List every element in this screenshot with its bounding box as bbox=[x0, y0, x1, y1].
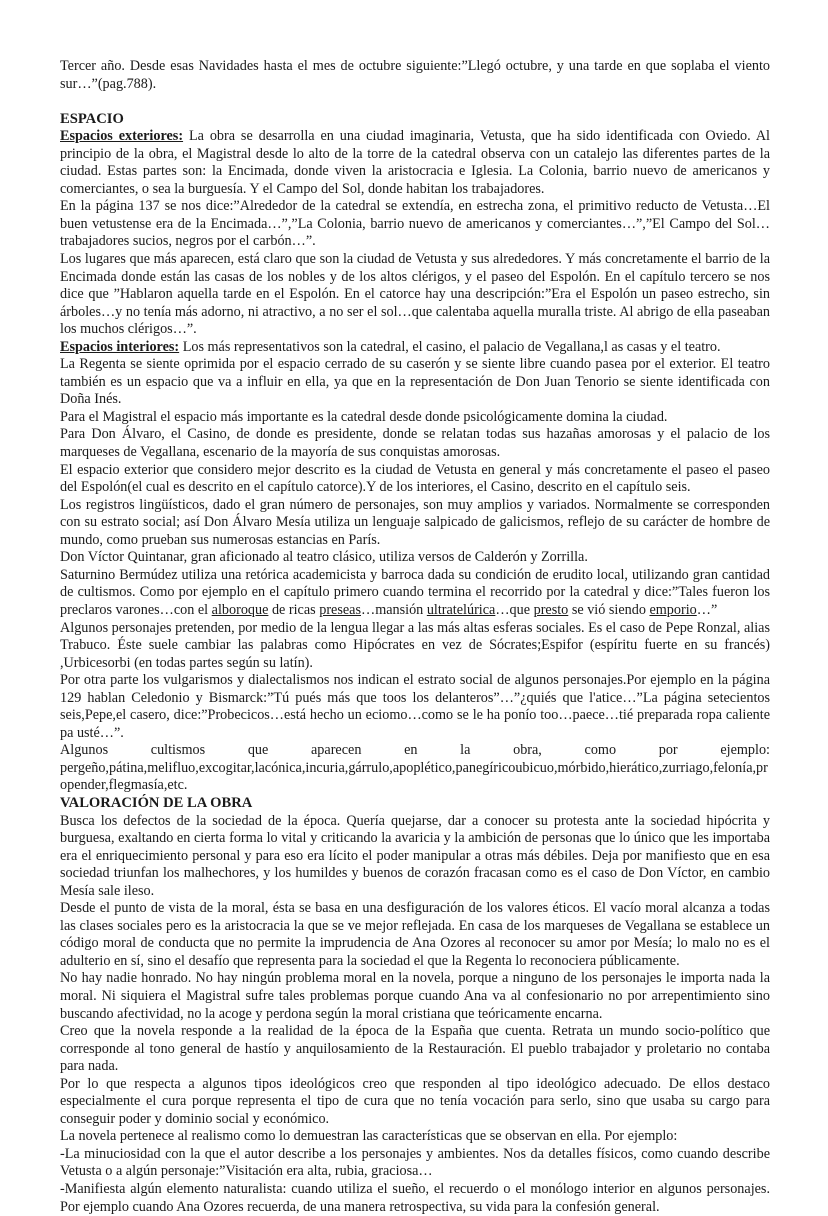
paragraph-valoracion-5: Por lo que respecta a algunos tipos ideológicos creo que responden al tipo ideológico adecuado. De ellos destaco especialmente el cura porque representa el tipo de cura que no tenía vocación para serlo, sino que usaba su cargo para conseguir poder y dominio social y económico. bbox=[60, 1075, 770, 1127]
paragraph-saturnino: Saturnino Bermúdez utiliza una retórica academicista y barroca dada su condición de erudito local, utilizando gran cantidad de cultismos. Como por ejemplo en el capítulo primero cuando termina el recorrido por la catedral y dice:”Tales fueron los preclaros varones…con el alboroque de ricas preseas…mansión ultratelúrica…que presto se vió siendo emporio…” bbox=[60, 566, 770, 618]
paragraph-vulgarismos: Por otra parte los vulgarismos y dialectalismos nos indican el estrato social de algunos personajes.Por ejemplo en la página 129 hablan Celedonio y Bismarck:”Tú pués más que toos los delanteros”…”¿quiés que l'atice…”La página setecientos seis,Pepe,el casero, dice:”Probecicos…está hecho un eciomo…como se le ha ponío too…paece…tié preparada ropa caliente pa usté…”. bbox=[60, 672, 770, 741]
paragraph-espacio-exterior: El espacio exterior que considero mejor descrito es la ciudad de Vetusta en general y más concretamente el paseo el paseo del Espolón(el cual es descrito en el capítulo catorce).Y de los interiores, el Casino, descrito en el capítulo seis. bbox=[60, 461, 770, 496]
paragraph-pagina-137: En la página 137 se nos dice:”Alrededor de la catedral se extendía, en estrecha zona, el primitivo reducto de Vetusta…El buen vetustense era de la Encimada…”,”La Colonia, barrio nuevo de americanos y comerciantes…”,”El Campo del Sol…trabajadores sucios, negros por el carbón…”. bbox=[60, 198, 770, 250]
intro-paragraph: Tercer año. Desde esas Navidades hasta el mes de octubre siguiente:”Llegó octubre, y una tarde en que soplaba el viento sur…”(pag.788). bbox=[60, 58, 770, 92]
paragraph-magistral: Para el Magistral el espacio más importante es la catedral desde donde psicológicamente domina la ciudad. bbox=[60, 408, 668, 425]
paragraph-valoracion-1: Busca los defectos de la sociedad de la época. Quería quejarse, dar a conocer su protesta ante la sociedad hipócrita y burguesa, exaltando en cierta forma lo vital y criticando la avaricia y la ambición de personas que lo único que les importaba era el enriquecimiento personal y para eso era lícito el poder manipular a otras más débiles. Deja por manifiesto que en esa sociedad triunfan los malhechores, y los humildes y buenos de corazón fracasan como es el caso de Don Víctor, en cambio Mesía sale ileso. bbox=[60, 812, 770, 899]
paragraph-lugares: Los lugares que más aparecen, está claro que son la ciudad de Vetusta y sus alrededores. Y más concretamente el barrio de la Encimada donde están las casas de los nobles y de los altos clérigos, y el paseo del Espolón. En el capítulo tercero se nos dice que ”Hablaron aquella tarde en el Espolón. En el catorce hay una descripción:”Era el Espolón un paseo estrecho, sin árboles…y no tenía más adorno, ni atractivo, a no ser el sol…que calentaba aquella muralla triste. Al abrigo de ella paseaban los muchos clérigos…”. bbox=[60, 251, 770, 338]
paragraph-victor: Don Víctor Quintanar, gran aficionado al teatro clásico, utiliza versos de Calderón y Zorrilla. bbox=[60, 549, 588, 566]
underlined-word: ultratelúrica bbox=[426, 601, 496, 618]
paragraph-espacios-interiores: Espacios interiores: Los más representativos son la catedral, el casino, el palacio de Vegallana,l as casas y el teatro. bbox=[60, 338, 721, 355]
subheading-espacios-exteriores: Espacios exteriores: bbox=[60, 128, 184, 145]
paragraph-pretenden: Algunos personajes pretenden, por medio de la lengua llegar a las más altas esferas sociales. Es el caso de Pepe Ronzal, alias Trabuco. Éste suele cambiar las palabras como Hipócrates en vez de Sócrates;Espifor (espíritu fuerte en su francés) ,Urbicesorbi (en todas partes según su latín). bbox=[60, 619, 770, 671]
paragraph-cultismos-intro: Algunos cultismos que aparecen en la obra, como por ejemplo: bbox=[60, 742, 770, 759]
paragraph-valoracion-6: La novela pertenece al realismo como lo demuestran las características que se observan en ella. Por ejemplo: bbox=[60, 1128, 678, 1145]
underlined-word: alboroque bbox=[211, 601, 269, 618]
paragraph-valoracion-3: No hay nadie honrado. No hay ningún problema moral en la novela, porque a ninguno de los personajes le importa nada la moral. Ni siquiera el Magistral sufre tales problemas porque cuando Ana va al confesionario no por arrepentimiento sino buscando afectividad, no la acoge y perdona según la moral cristiana que teóricamente encarna. bbox=[60, 970, 770, 1022]
paragraph-valoracion-2: Desde el punto de vista de la moral, ésta se basa en una desfiguración de los valores éticos. El vacío moral alcanza a todas las clases sociales pero es la aristocracia la que se ve mejor reflejada. En casa de los marqueses de Vegallana se establece un código moral de conducta que no permite la imprudencia de Ana Ozores al reconocer su amor por Mesía; lo malo no es el adulterio en sí, sino el desafío que representa para la sociedad el que la Regenta lo reconociera públicamente. bbox=[60, 900, 770, 969]
section-heading-valoracion: VALORACIÓN DE LA OBRA bbox=[60, 794, 253, 811]
underlined-word: emporio bbox=[649, 601, 697, 618]
subheading-espacios-interiores: Espacios interiores: bbox=[60, 338, 180, 355]
paragraph-espacios-exteriores: Espacios exteriores: La obra se desarrolla en una ciudad imaginaria, Vetusta, que ha sido identificada con Oviedo. Al principio de la obra, el Magistral desde lo alto de la torre de la catedral observa con un catalejo las diferentes partes de la ciudad. Estas partes son: la Encimada, donde viven la aristocracia e Iglesia. La Colonia, barrio nuevo de americanos y comerciantes, o sea la burguesía. Y el Campo del Sol, donde habitan los trabajadores. bbox=[60, 128, 771, 197]
paragraph-alvaro: Para Don Álvaro, el Casino, de donde es presidente, donde se relatan todas sus hazañas amorosas y el palacio de los marqueses de Vegallana, escenario de la mayoría de sus conquistas amorosas. bbox=[60, 426, 770, 461]
paragraph-regenta: La Regenta se siente oprimida por el espacio cerrado de su caserón y se siente libre cuando pasea por el exterior. El teatro también es un espacio que va a influir en ella, ya que en la representación de Don Juan Tenorio se siente identificada con Doña Inés. bbox=[60, 356, 770, 408]
paragraph-registros: Los registros lingüísticos, dado el gran número de personajes, son muy amplios y variados. Normalmente se corresponden con su estrato social; así Don Álvaro Mesía utiliza un lenguaje salpicado de galicismos, reflejo de su carácter de hombre de mundo, como prueban sus numerosas estancias en París. bbox=[60, 496, 770, 548]
spacer bbox=[60, 93, 770, 111]
paragraph-cultismos-list: pergeño,pátina,melifluo,excogitar,lacónica,incuria,gárrulo,apoplético,panegíricoubicuo,mórbido,hierático,zurriago,felonía,propender,flegmasía,etc. bbox=[60, 759, 768, 794]
paragraph-valoracion-4: Creo que la novela responde a la realidad de la época de la España que cuenta. Retrata un mundo socio-político que corresponde al tono general de hastío y anquilosamiento de la Restauración. El pueblo trabajador y proletario no contaba para nada. bbox=[60, 1023, 770, 1075]
underlined-word: presto bbox=[533, 601, 569, 618]
paragraph-valoracion-7: -La minuciosidad con la que el autor describe a los personajes y ambientes. Nos da detalles físicos, como cuando describe Vetusta o a algún personaje:”Visitación era alta, rubia, graciosa… bbox=[60, 1145, 770, 1180]
paragraph-valoracion-8: -Manifiesta algún elemento naturalista: cuando utiliza el sueño, el recuerdo o el monólogo interior en algunos personajes. Por ejemplo cuando Ana Ozores recuerda, de una manera retrospectiva, su vida para la confesión general. bbox=[60, 1181, 770, 1215]
document-page bbox=[60, 58, 770, 1216]
section-heading-espacio: ESPACIO bbox=[60, 110, 124, 127]
underlined-word: preseas bbox=[319, 601, 361, 618]
